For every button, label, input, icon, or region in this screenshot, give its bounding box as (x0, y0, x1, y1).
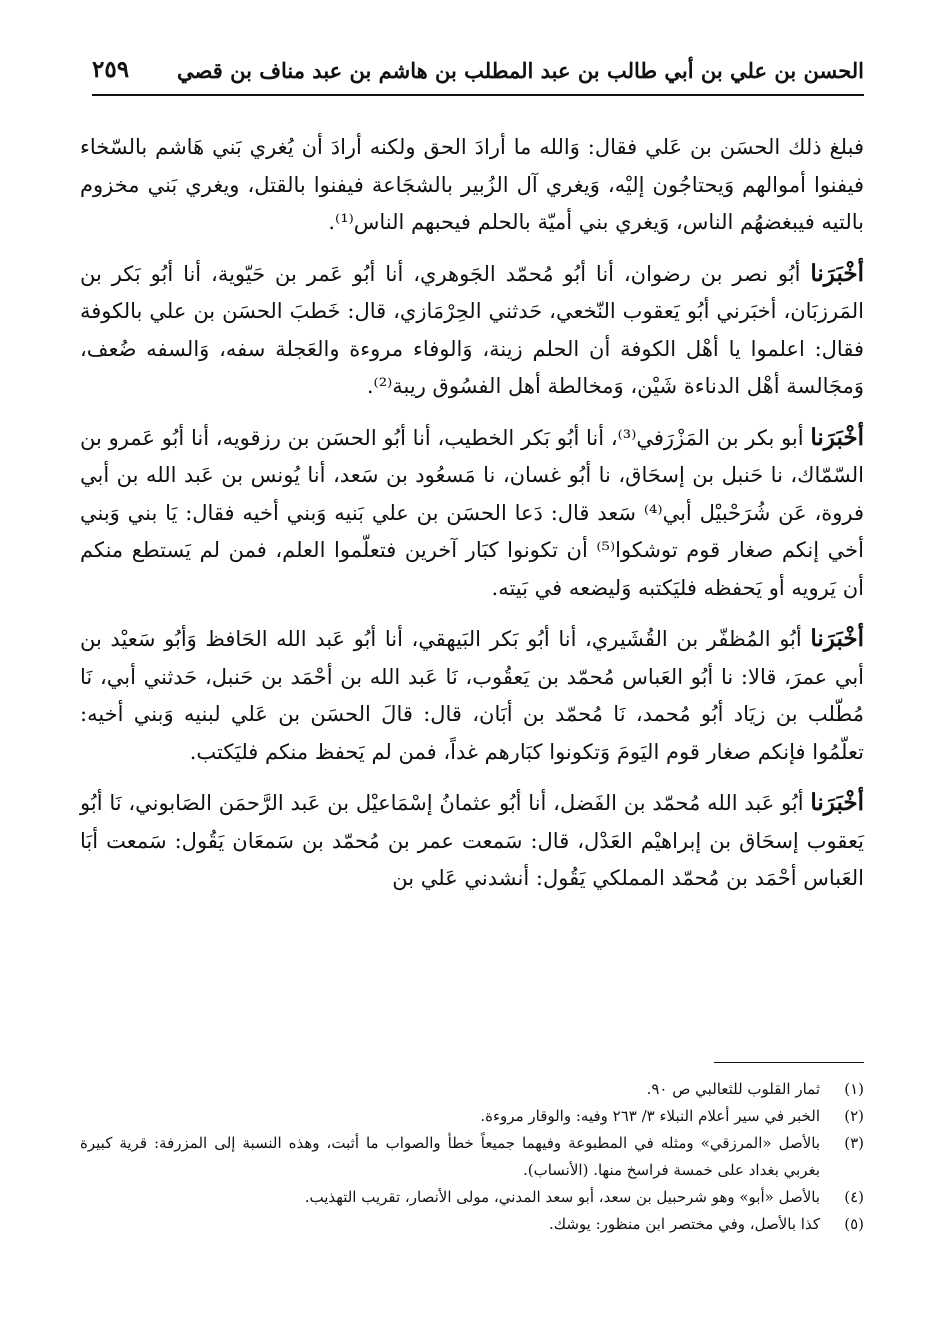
footnote-text: بالأصل «المرزقي» ومثله في المطبوعة وفيهما جميعاً خطأ والصواب ما أثبت، وهذه النسبة إلى المزرفة: قرية كبيرة بغربي بغداد على خمسة فراسخ منها. (الأنساب). (80, 1134, 820, 1179)
footnote (80, 1103, 864, 1130)
paragraph-lead: أخْبَرَنا (810, 625, 864, 652)
paragraph-lead: أخْبَرَنا (810, 789, 864, 816)
paragraph (80, 255, 864, 406)
footnote-number: (٢) (844, 1107, 864, 1125)
main-text (80, 128, 864, 911)
footnote-number: (٥) (844, 1215, 864, 1233)
running-title: الحسن بن علي بن أبي طالب بن عبد المطلب بن هاشم بن عبد مناف بن قصي (177, 58, 864, 83)
page-header (92, 50, 864, 96)
footnote (80, 1184, 864, 1211)
paragraph (80, 784, 864, 898)
footnote-number: (١) (844, 1080, 864, 1098)
footnote-text: بالأصل «أبو» وهو شرحبيل بن سعد، أبو سعد المدني، مولى الأنصار، تقريب التهذيب. (304, 1188, 820, 1206)
footnote-number: (٤) (844, 1188, 864, 1206)
paragraph-text: فبلغ ذلك الحسَن بن عَلي فقال: وَالله ما أرادَ الحق ولكنه أرادَ أن يُغري بَني هَاشم بالسّخاء فيفنوا أموالهم وَيحتاجُون إليْه، وَيغري آل الزُبير بالشجَاعة فيفنوا بالقتل، ويغري بَني مخزوم بالتيه فيبغضهُم الناس، وَيغري بني أميّة بالحلم فيحبهم الناس⁽¹⁾. (80, 135, 864, 234)
paragraph (80, 419, 864, 608)
footnote (80, 1211, 864, 1238)
paragraph-lead: أخْبَرَنا (810, 423, 864, 451)
paragraph (80, 128, 864, 242)
footnote-number: (٣) (844, 1134, 864, 1152)
paragraph-text: أبُو عَبد الله مُحمّد بن الفَضل، أنا أبُو عثمانُ إسْمَاعيْل بن عَبد الرَّحمَن الصَابوني، نَا أبُو يَعقوب إسحَاق بن إبراهيْم العَدْل، قال: سَمعت عمر بن مُحمّد بن سَمعَان يَقُول: سَمعت أبَا العَباس أحْمَد بن مُحمّد المملكي يَقُول: أنشدني عَلي بن (80, 791, 864, 890)
header-rule (92, 94, 864, 96)
footnote-separator (714, 1062, 864, 1063)
paragraph-text: أبو بكر بن المَزْرَفي⁽³⁾، أنا أبُو بَكر الخطيب، أنا أبُو الحسَن بن رزقويه، أنا أبُو عَمرو بن السّمّاك، نا حَنبل بن إسحَاق، نا أبُو غسان، نا مَسعُود بن سَعد، أنا يُونس بن عَبد الله بن أبي فروة، عَن شُرَحْبيْل أبي⁽⁴⁾ سَعد قال: دَعا الحسَن بن علي بَنيه وَبني أخيه فقال: يَا بني وَبني أخي إنكم صغار قوم توشكوا⁽⁵⁾ أن تكونوا كبَار آخرين فتعلّموا العلم، فمن لم يَستطع منكم أن يَرويه أو يَحفظه فليَكتبه وَليضعه في بَيته. (80, 425, 864, 600)
paragraph (80, 620, 864, 771)
page-number: ٢٥٩ (92, 56, 130, 83)
paragraph-text: أبُو نصر بن رضوان، أنا أبُو مُحمّد الجَوهري، أنا أبُو عَمر بن حَيّوية، أنا أبُو بَكر بن المَرزبَان، أخبَرني أبُو يَعقوب النّخعي، حَدثني الحِرْمَازي، قال: خَطبَ الحسَن بن علي بالكوفة فقال: اعلموا يا أهْل الكوفة أن الحلم زينة، وَالوفاء مروءة والعَجلة سفه، وَالسفه ضُعف، وَمجَالسة أهْل الدناءة شَيْن، وَمخالطة أهل الفسُوق ريبة⁽²⁾. (80, 261, 864, 398)
footnote (80, 1076, 864, 1103)
paragraph-lead: أخْبَرَنا (810, 259, 864, 287)
footnote-text: ثمار القلوب للثعالبي ص ٩٠. (646, 1080, 820, 1098)
footnote-text: الخبر في سير أعلام النبلاء ٣/ ٢٦٣ وفيه: والوقار مروءة. (480, 1107, 820, 1125)
footnote-text: كذا بالأصل، وفي مختصر ابن منظور: يوشك. (548, 1215, 820, 1233)
footnote (80, 1130, 864, 1184)
footnotes (80, 1076, 864, 1238)
paragraph-text: أبُو المُظفّر بن القُشَيري، أنا أبُو بَكر البَيهقي، أنا أبُو عَبد الله الحَافظ وَأبُو سَعيْد بن أبي عمرَ، قالا: نا أبُو العَباس مُحمّد بن يَعقُوب، نَا عَبد الله بن أحْمَد بن حَنبل، حَدثني أبي، نَا مُطّلب بن زيَاد أبُو مُحمد، نَا مُحمّد بن أبَان، قال: قالَ الحسَن بن عَلي لبنيه وَبني أخيه: تعلّمُوا فإنكم صغار قوم اليَومَ وَتكونوا كبَارهم غداً، فمن لم يَحفظ منكم فليَكتب. (80, 627, 864, 764)
